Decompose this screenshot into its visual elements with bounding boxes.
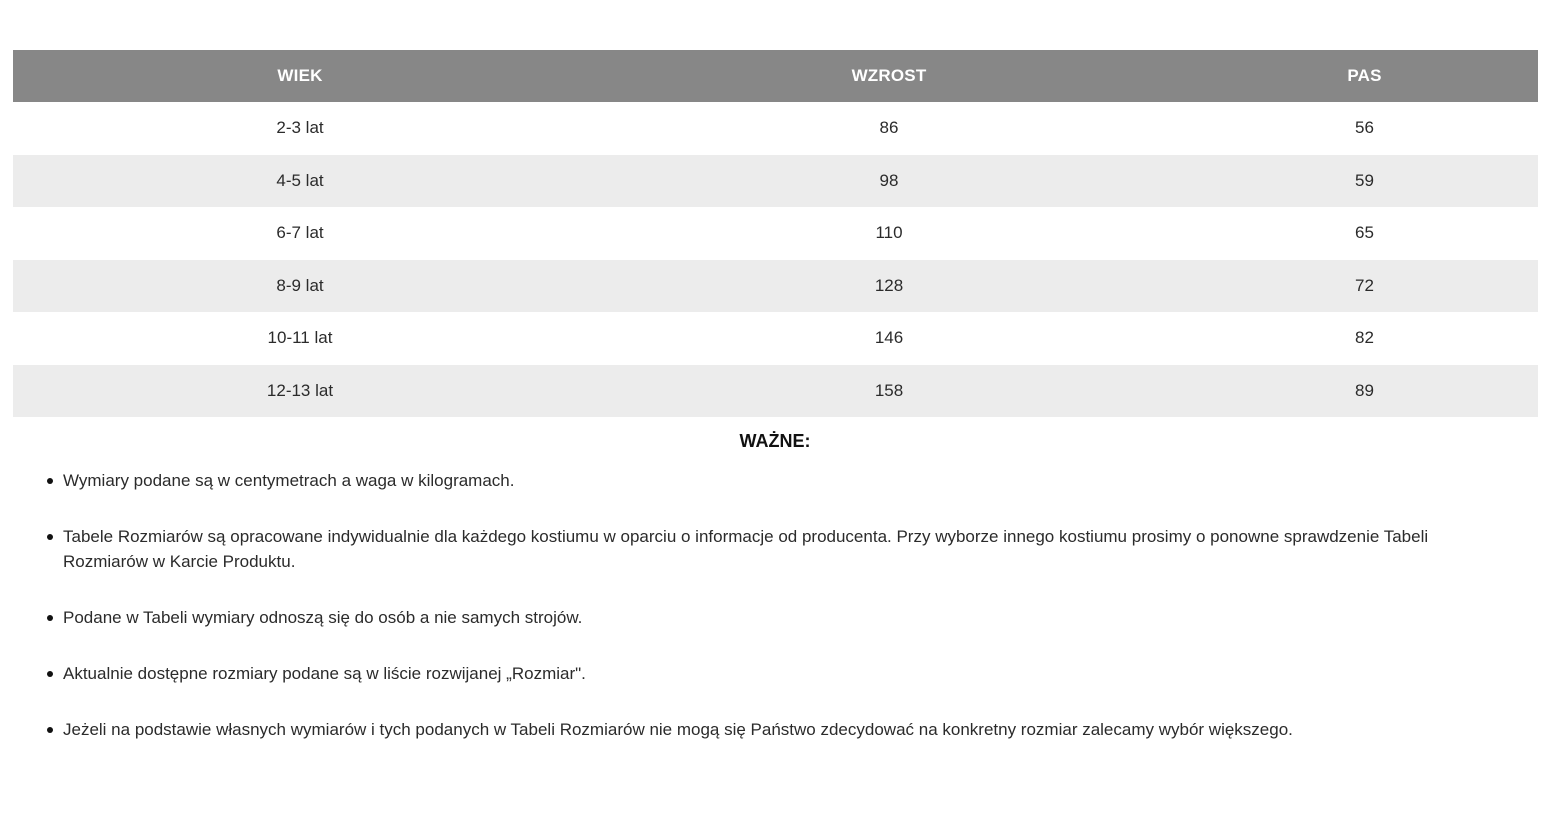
size-table-body [13, 102, 1538, 417]
cell-waist: 65 [1355, 223, 1374, 243]
cell-waist: 72 [1191, 260, 1538, 313]
cell-age: 8-9 lat [13, 260, 587, 313]
important-notes-list [63, 468, 1503, 773]
cell-waist: 82 [1355, 328, 1374, 348]
cell-waist: 89 [1191, 365, 1538, 418]
cell-age: 6-7 lat [276, 223, 324, 243]
table-row [13, 365, 1538, 418]
table-row [13, 312, 1538, 365]
cell-height: 98 [587, 155, 1191, 208]
cell-age: 4-5 lat [13, 155, 587, 208]
cell-age: 12-13 lat [13, 365, 587, 418]
important-heading: WAŻNE: [739, 431, 811, 451]
cell-height: 86 [879, 118, 899, 138]
table-row [13, 102, 1538, 155]
list-item: Tabele Rozmiarów są opracowane indywidualnie dla każdego kostiumu w oparciu o informacje od producenta. Przy wyborze innego kostiumu prosimy o ponowne sprawdzenie Tabeli Rozmiarów w Karcie Produktu. [63, 524, 1503, 574]
size-table [13, 50, 1538, 417]
table-row [13, 207, 1538, 260]
cell-height: 158 [587, 365, 1191, 418]
header-age: WIEK [13, 50, 587, 102]
list-item: Podane w Tabeli wymiary odnoszą się do osób a nie samych strojów. [63, 605, 1503, 630]
table-row [13, 260, 1538, 313]
header-height: WZROST [587, 50, 1191, 102]
cell-height: 110 [875, 223, 903, 243]
cell-age: 10-11 lat [267, 328, 333, 348]
list-item: Wymiary podane są w centymetrach a waga w kilogramach. [63, 468, 1503, 493]
header-waist: PAS [1191, 50, 1538, 102]
size-table-header [13, 50, 1538, 102]
table-row [13, 155, 1538, 208]
cell-height: 146 [874, 328, 904, 348]
list-item: Aktualnie dostępne rozmiary podane są w liście rozwijanej „Rozmiar". [63, 661, 1503, 686]
cell-age: 2-3 lat [276, 118, 324, 138]
cell-waist: 59 [1191, 155, 1538, 208]
cell-height: 128 [587, 260, 1191, 313]
cell-waist: 56 [1355, 118, 1374, 138]
header-row [13, 50, 1538, 102]
list-item: Jeżeli na podstawie własnych wymiarów i tych podanych w Tabeli Rozmiarów nie mogą się Państwo zdecydować na konkretny rozmiar zalecamy wybór większego. [63, 717, 1503, 742]
